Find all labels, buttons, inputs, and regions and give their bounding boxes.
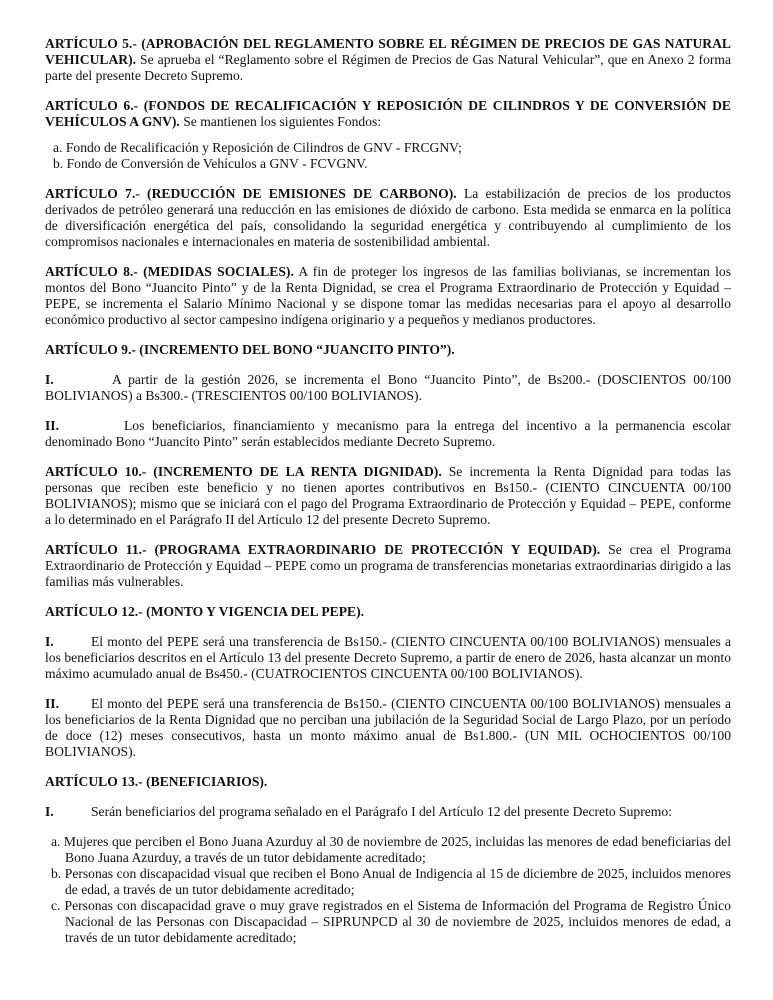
paragraph-number: I. — [45, 804, 54, 819]
article-5-body: Se aprueba el “Reglamento sobre el Régimen de Precios de Gas Natural Vehicular”, que en Anexo 2 forma parte del presente Decreto Supremo. — [45, 52, 731, 83]
article-12-paragraph-1 — [45, 634, 731, 682]
article-6-fund-list — [45, 140, 731, 172]
paragraph-text: El monto del PEPE será una transferencia de Bs150.- (CIENTO CINCUENTA 00/100 BOLIVIANOS) mensuales a los beneficiarios de la Renta Dignidad que no perciban una jubilación de la Seguridad Social de Largo Plazo, por un período de doce (12) meses consecutivos, hasta un monto máximo anual de Bs1.800.- (UN MIL OCHOCIENTOS 00/100 BOLIVIANOS). — [45, 696, 731, 759]
article-11 — [45, 542, 731, 590]
list-item: c. Personas con discapacidad grave o muy grave registrados en el Sistema de Información del Programa de Registro Único Nacional de las Personas con Discapacidad – SIPRUNPCD al 30 de noviembre de 2025, incluidos menores de edad, a través de un tutor debidamente acreditado; — [51, 898, 731, 945]
article-9-paragraph-1 — [45, 372, 731, 404]
article-7 — [45, 186, 731, 250]
article-9-heading: ARTÍCULO 9.- (INCREMENTO DEL BONO “JUANCITO PINTO”). — [45, 342, 455, 357]
article-10-body: Se incrementa la Renta Dignidad para todas las personas que reciben este beneficio y no tienen aportes contributivos en Bs150.- (CIENTO CINCUENTA 00/100 BOLIVIANOS); mismo que se iniciará con el pago del Programa Extraordinario de Protección y Equidad – PEPE, conforme a lo determinado en el Parágrafo II del Artículo 12 del presente Decreto Supremo. — [45, 464, 731, 527]
article-6-heading: ARTÍCULO 6.- (FONDOS DE RECALIFICACIÓN Y REPOSICIÓN DE CILINDROS Y DE CONVERSIÓN DE VEHÍCULOS A GNV). — [45, 98, 731, 129]
article-10 — [45, 464, 731, 528]
article-12-paragraph-2 — [45, 696, 731, 760]
article-5 — [45, 36, 731, 84]
article-7-body: La estabilización de precios de los productos derivados de petróleo generará una reducción en las emisiones de dióxido de carbono. Esta medida se enmarca en la política de diversificación energética del país, consolidando la seguridad energética y contribuyendo al cumplimiento de los compromisos nacionales e internacionales en materia de sostenibilidad ambiental. — [45, 186, 731, 249]
list-item: a. Fondo de Recalificación y Reposición de Cilindros de GNV - FRCGNV; — [53, 140, 462, 155]
article-11-body: Se crea el Programa Extraordinario de Protección y Equidad – PEPE como un programa de transferencias monetarias extraordinarias dirigido a las familias más vulnerables. — [45, 542, 731, 589]
paragraph-number: I. — [45, 372, 54, 387]
article-8 — [45, 264, 731, 328]
paragraph-number: II. — [45, 696, 59, 711]
article-9-paragraph-2 — [45, 418, 731, 450]
paragraph-text: Serán beneficiarios del programa señalado en el Parágrafo I del Artículo 12 del presente Decreto Supremo: — [91, 804, 672, 819]
article-8-heading: ARTÍCULO 8.- (MEDIDAS SOCIALES). — [45, 264, 294, 279]
paragraph-number: I. — [45, 634, 54, 649]
paragraph-text: El monto del PEPE será una transferencia de Bs150.- (CIENTO CINCUENTA 00/100 BOLIVIANOS) mensuales a los beneficiarios descritos en el Artículo 13 del presente Decreto Supremo, a partir de enero de 2026, hasta alcanzar un monto máximo acumulado anual de Bs450.- (CUATROCIENTOS CINCUENTA 00/100 BOLIVIANOS). — [45, 634, 731, 681]
paragraph-text: Los beneficiarios, financiamiento y mecanismo para la entrega del incentivo a la permanencia escolar denominado Bono “Juancito Pinto” serán establecidos mediante Decreto Supremo. — [45, 418, 731, 449]
paragraph-number: II. — [45, 418, 59, 433]
article-6-body: Se mantienen los siguientes Fondos: — [179, 114, 382, 129]
article-5-heading: ARTÍCULO 5.- (APROBACIÓN DEL REGLAMENTO SOBRE EL RÉGIMEN DE PRECIOS DE GAS NATURAL VEHICULAR). — [45, 36, 731, 67]
list-item: b. Personas con discapacidad visual que reciben el Bono Anual de Indigencia al 15 de diciembre de 2025, incluidos menores de edad, a través de un tutor debidamente acreditado; — [51, 866, 731, 897]
list-item: a. Mujeres que perciben el Bono Juana Azurduy al 30 de noviembre de 2025, incluidas las menores de edad beneficiarias del Bono Juana Azurduy, a través de un tutor debidamente acreditado; — [51, 834, 731, 865]
paragraph-text: A partir de la gestión 2026, se incrementa el Bono “Juancito Pinto”, de Bs200.- (DOSCIENTOS 00/100 BOLIVIANOS) a Bs300.- (TRESCIENTOS 00/100 BOLIVIANOS). — [45, 372, 731, 403]
article-6 — [45, 98, 731, 130]
list-item: b. Fondo de Conversión de Vehículos a GNV - FCVGNV. — [53, 156, 368, 171]
article-10-heading: ARTÍCULO 10.- (INCREMENTO DE LA RENTA DIGNIDAD). — [45, 464, 442, 479]
article-13-paragraph-1 — [45, 804, 731, 820]
article-12-heading: ARTÍCULO 12.- (MONTO Y VIGENCIA DEL PEPE). — [45, 604, 365, 619]
article-11-heading: ARTÍCULO 11.- (PROGRAMA EXTRAORDINARIO DE PROTECCIÓN Y EQUIDAD). — [45, 542, 601, 557]
article-13-heading: ARTÍCULO 13.- (BENEFICIARIOS). — [45, 774, 268, 789]
article-7-heading: ARTÍCULO 7.- (REDUCCIÓN DE EMISIONES DE CARBONO). — [45, 186, 457, 201]
article-8-body: A fin de proteger los ingresos de las familias bolivianas, se incrementan los montos del Bono “Juancito Pinto” y de la Renta Dignidad, se crea el Programa Extraordinario de Protección y Equidad – PEPE, se incrementa el Salario Mínimo Nacional y se dispone tomar las medidas necesarias para el apoyo al desarrollo económico productivo al sector campesino indígena originario y a pequeños y medianos productores. — [45, 264, 732, 327]
article-13-beneficiary-list — [45, 834, 731, 946]
